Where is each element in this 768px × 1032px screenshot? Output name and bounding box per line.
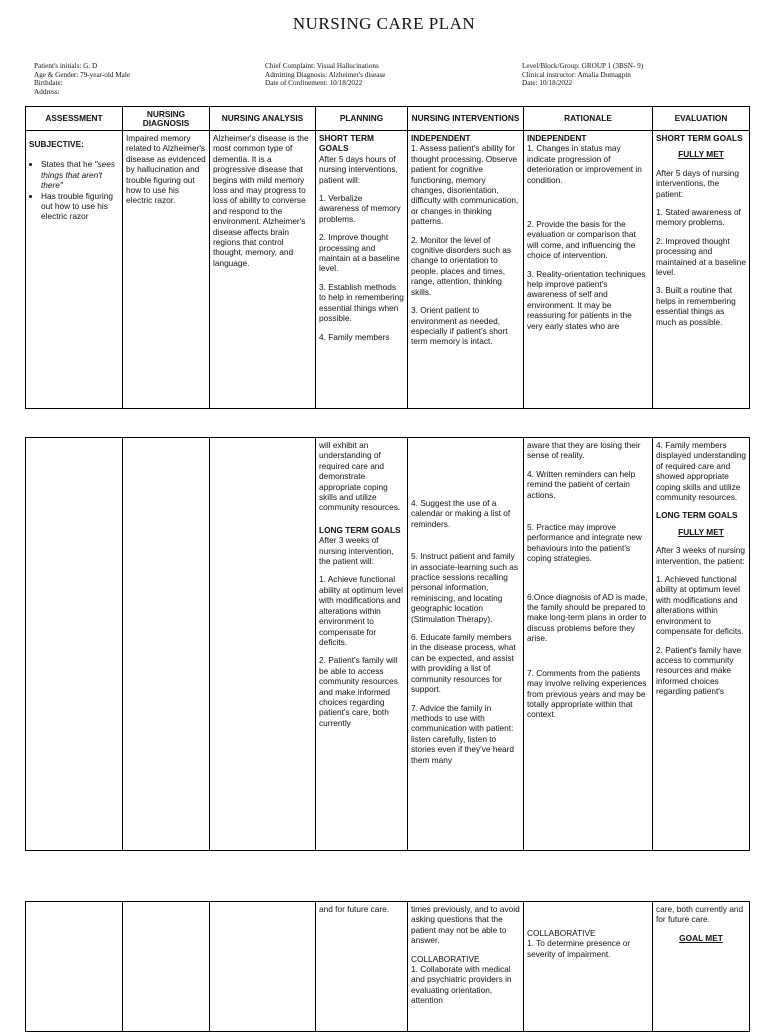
rationale-cell	[524, 438, 653, 851]
analysis-cell	[210, 902, 316, 1032]
evaluation-intro: After 3 weeks of nursing intervention, the patient:	[656, 545, 746, 566]
short-term-goals-heading: SHORT TERM GOALS	[319, 133, 374, 154]
spacer	[527, 193, 649, 219]
evaluation-item: 1. Stated awareness of memory problems.	[656, 207, 741, 228]
analysis-cell	[210, 131, 316, 409]
rationale-item: 1. Changes in status may indicate progression of deterioration or improvement in condition.	[527, 143, 642, 185]
care-plan-table-page-2	[25, 437, 750, 851]
rationale-item: 7. Comments from the patients may involve reliving experiences from previous years and may be totally appropriate within that context.	[527, 667, 647, 720]
rationale-item: 1. To determine presence or severity of impairment.	[527, 938, 631, 959]
assessment-quote: "sees things that aren't there"	[41, 159, 115, 191]
long-term-goals-heading: LONG TERM GOALS	[319, 524, 401, 535]
patient-address: Address:	[34, 87, 60, 96]
long-term-goals-heading: LONG TERM GOALS	[656, 510, 738, 521]
care-plan-table-page-3	[25, 901, 750, 1032]
intervention-item: 5. Instruct patient and family in associate-learning such as practice sessions recalling personal information, reminiscing, and locating geographic location (Stimulation Therapy).	[411, 551, 518, 624]
header-evaluation: EVALUATION	[653, 107, 750, 131]
spacer	[527, 904, 649, 928]
intervention-item: 1. Assess patient's ability for thought processing. Observe patient for cognitive functioning, memory changes, disorientation, difficulty with communication, or changes in thinking patterns.	[411, 143, 519, 227]
fully-met-status: FULLY MET	[678, 526, 724, 537]
assessment-cell	[26, 438, 123, 851]
admitting-diagnosis: Admitting Diagnosis: Alzheimer's disease	[265, 70, 386, 79]
patient-age-gender: Age & Gender: 79-year-old Male	[34, 70, 131, 79]
planning-intro: After 3 weeks of nursing intervention, the patient will:	[319, 535, 394, 567]
evaluation-intro: After 5 days of nursing interventions, the patient:	[656, 167, 740, 199]
subjective-label: SUBJECTIVE:	[29, 139, 84, 149]
intervention-item: 6. Educate family members in the disease process, what can be expected, and assist with providing a list of community resources for support.	[411, 632, 516, 695]
diagnosis-cell	[123, 902, 210, 1032]
spacer	[527, 572, 649, 592]
diagnosis-cell	[123, 131, 210, 409]
patient-info-column-1	[34, 62, 130, 96]
planning-item: 1. Achieve functional ability at optimum level with modifications and alterations within environment to compensate for deficits.	[319, 574, 403, 647]
planning-cell	[316, 438, 408, 851]
fully-met-status: FULLY MET	[678, 149, 724, 160]
level-block-group: Level/Block/Group: GROUP 1 (3BSN- 9)	[522, 62, 644, 70]
evaluation-item: 1. Achieved functional ability at optimum level with modifications and alterations within environment to compensate for deficits.	[656, 574, 744, 637]
intervention-item: 3. Orient patient to environment as needed, especially if patient's short term memory is intact.	[411, 305, 508, 347]
header-planning: PLANNING	[316, 107, 408, 131]
spacer	[411, 537, 520, 551]
patient-initials: Patient's initials: G. D	[34, 62, 98, 70]
evaluation-cell	[653, 438, 750, 851]
interventions-cell	[408, 902, 524, 1032]
spacer	[411, 440, 520, 498]
header-nursing-analysis: NURSING ANALYSIS	[210, 107, 316, 131]
header-rationale: RATIONALE	[524, 107, 653, 131]
planning-item: 2. Improve thought processing and maintain at a baseline level.	[319, 232, 400, 274]
chief-complaint: Chief Complaint: Visual Hallucinations	[265, 62, 379, 70]
clinical-instructor: Clinical instructor: Amalia Dumagpin	[522, 70, 631, 79]
short-term-goals-heading: SHORT TERM GOALS	[656, 133, 743, 143]
patient-info-column-3	[522, 62, 643, 88]
collaborative-heading: COLLABORATIVE	[411, 953, 480, 964]
assessment-item	[41, 159, 119, 190]
planning-item: 3. Establish methods to help in remembering essential things when possible.	[319, 281, 404, 324]
rationale-item: 5. Practice may improve performance and integrate new behaviours into the patient's coping strategies.	[527, 522, 642, 564]
assessment-text: States that he	[41, 159, 95, 170]
planning-item: and for future care.	[319, 904, 390, 914]
diagnosis-text: Impaired memory related to Alzheimer's disease as evidenced by hallucination and trouble figuring out how to use his electric razor.	[126, 133, 206, 206]
header-nursing-diagnosis: NURSING DIAGNOSIS	[123, 107, 210, 131]
rationale-item: 6.Once diagnosis of AD is made, the family should be prepared to make long-term plans in order to discuss problems before they arise.	[527, 591, 648, 644]
evaluation-item: 2. Patient's family have access to community resources and make informed choices regarding patient's	[656, 644, 742, 697]
planning-item: 2. Patient's family will be able to access community resources and make informed choices regarding patient's care, both currently	[319, 655, 398, 728]
evaluation-item: 3. Built a routine that helps in remembering essential things as much as possible.	[656, 285, 736, 327]
rationale-cell	[524, 902, 653, 1032]
date: Date: 10/18/2022	[522, 79, 573, 88]
planning-intro: After 5 days hours of nursing interventions, patient will:	[319, 153, 398, 185]
independent-heading: INDEPENDENT	[411, 133, 471, 143]
assessment-list	[29, 159, 119, 221]
date-of-confinement: Date of Confinement: 10/18/2022	[265, 79, 363, 88]
patient-birthdate: Birthdate:	[34, 79, 63, 88]
rationale-item: 2. Provide the basis for the evaluation or comparison that will come, and influencing the choice of intervention.	[527, 219, 636, 261]
intervention-item: times previously, and to avoid asking questions that the patient may not be able to answer.	[411, 904, 520, 946]
planning-cell	[316, 902, 408, 1032]
assessment-cell	[26, 902, 123, 1032]
rationale-item: aware that they are losing their sense of reality.	[527, 440, 641, 461]
assessment-item: • Has trouble figuring out how to use his electric razor	[41, 191, 119, 222]
planning-item: will exhibit an understanding of required care and demonstrate appropriate coping skills and utilize community resources.	[319, 440, 401, 513]
diagnosis-cell	[123, 438, 210, 851]
spacer	[527, 508, 649, 522]
evaluation-cell	[653, 902, 750, 1032]
care-plan-table-page-1	[25, 106, 750, 409]
independent-heading: INDEPENDENT	[527, 133, 587, 143]
rationale-item: 4. Written reminders can help remind the patient of certain actions.	[527, 468, 636, 500]
planning-item: 4. Family members	[319, 331, 390, 342]
intervention-item: 1. Collaborate with medical and psychiatric providers in evaluating orientation, attention	[411, 964, 512, 1006]
planning-cell	[316, 131, 408, 409]
evaluation-item: 4. Family members displayed understanding of required care and showed appropriate coping skills and utilize community resources.	[656, 440, 746, 503]
spacer	[527, 652, 649, 668]
patient-info-column-2	[265, 62, 385, 88]
collaborative-heading: COLLABORATIVE	[527, 928, 596, 938]
assessment-cell	[26, 131, 123, 409]
intervention-item: 4. Suggest the use of a calendar or making a list of reminders.	[411, 498, 511, 529]
evaluation-cell	[653, 131, 750, 409]
interventions-cell	[408, 131, 524, 409]
interventions-cell	[408, 438, 524, 851]
evaluation-item: 2. Improved thought processing and maintained at a baseline level.	[656, 235, 746, 278]
evaluation-item: care, both currently and for future care.	[656, 904, 744, 925]
rationale-cell	[524, 131, 653, 409]
analysis-text: Alzheimer's disease is the most common type of dementia. It is a progressive disease that begins with mild memory loss and may progress to loss of ability to converse and respond to the environment. Alzheimer's disease affects brain regions that control thought, memory, and language.	[213, 133, 309, 268]
header-nursing-interventions: NURSING INTERVENTIONS	[408, 107, 524, 131]
document-title: NURSING CARE PLAN	[292, 14, 476, 33]
header-assessment: ASSESSMENT	[26, 107, 123, 131]
intervention-item: 7. Advice the family in methods to use with communication with patient: listen carefully, listen to stories even if they've heard them many	[411, 702, 515, 765]
rationale-item: 3. Reality-orientation techniques help improve patient's awareness of self and environment. It may be reassuring for patients in the very early states who are	[527, 268, 646, 331]
goal-met-status: GOAL MET	[679, 932, 723, 943]
planning-item: 1. Verbalize awareness of memory problems.	[319, 193, 401, 224]
analysis-cell	[210, 438, 316, 851]
intervention-item: 2. Monitor the level of cognitive disorders such as change to orientation to people, places and times, range, attention, thinking skills.	[411, 234, 512, 297]
